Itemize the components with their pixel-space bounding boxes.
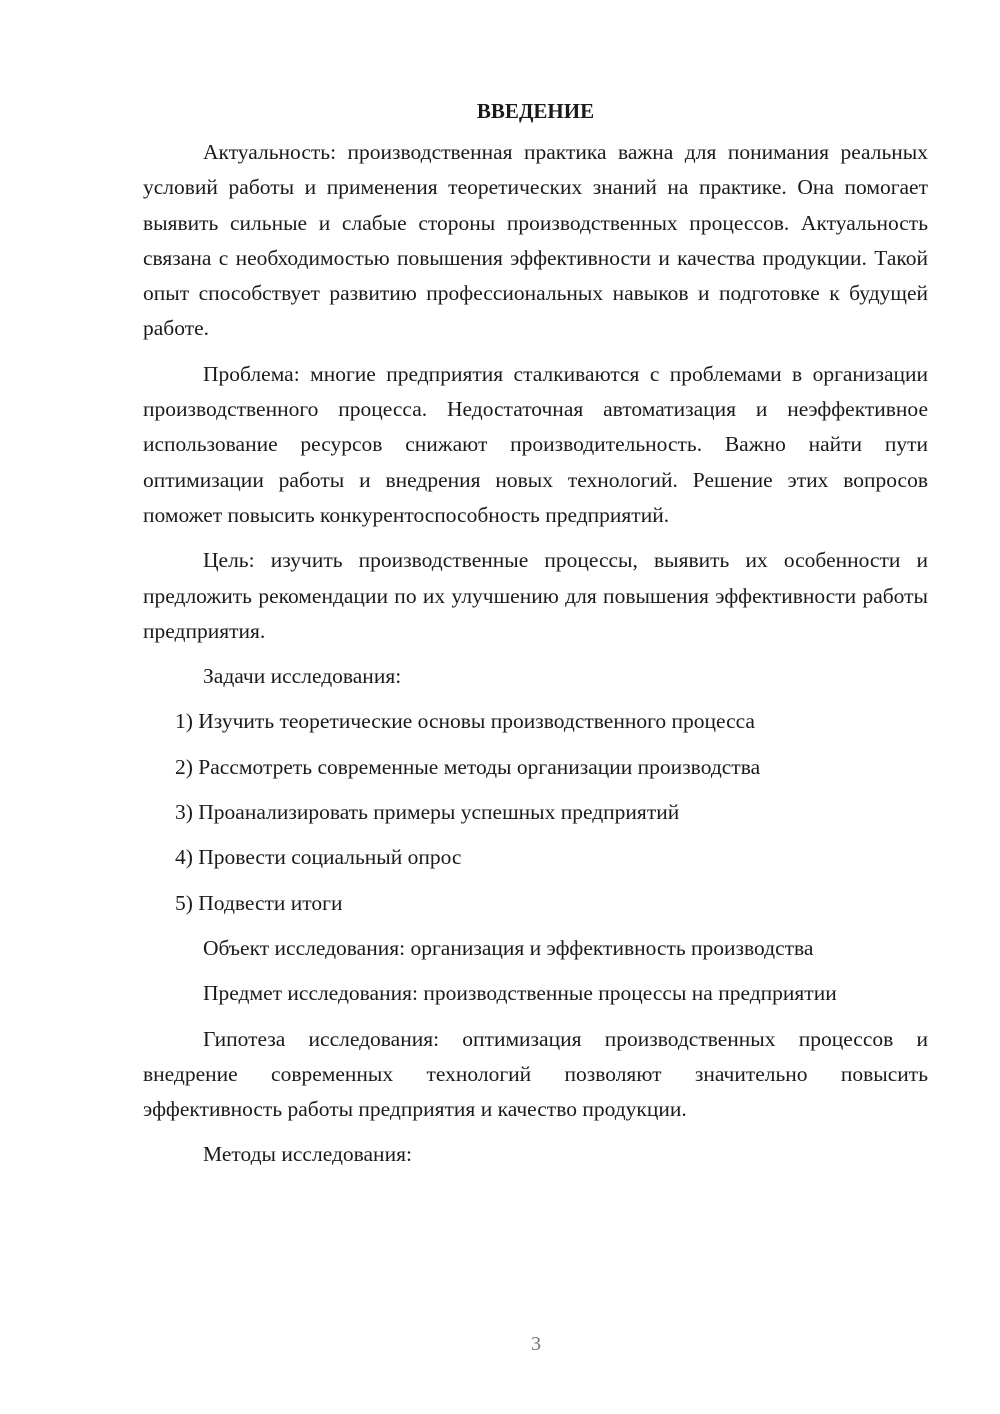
tasks-list [143,704,928,920]
methods-heading: Методы исследования: [203,1142,412,1167]
relevance-paragraph: Актуальность: производственная практика важна для понимания реальных условий работы и применения теоретических знаний на практике. Она помогает выявить сильные и слабые стороны производственных процессов. Актуальность связана с необходимостью повышения эффективности и качества продукции. Такой опыт способствует развитию профессиональных навыков и подготовке к будущей работе. [143,140,928,341]
hypothesis-paragraph: Гипотеза исследования: оптимизация производственных процессов и внедрение современных технологий позволяют значительно повысить эффективность работы предприятия и качество продукции. [143,1026,928,1122]
subject-paragraph: Предмет исследования: производственные процессы на предприятии [203,981,837,1006]
task-item: 1) Изучить теоретические основы производственного процесса [175,709,755,734]
page-content [143,94,928,1183]
page-number: 3 [531,1333,541,1355]
tasks-heading: Задачи исследования: [203,664,402,689]
goal-paragraph: Цель: изучить производственные процессы, выявить их особенности и предложить рекомендации по их улучшению для повышения эффективности работы предприятия. [143,548,928,643]
task-item: 5) Подвести итоги [175,890,343,915]
object-paragraph: Объект исследования: организация и эффективность производства [203,935,814,960]
task-item: 2) Рассмотреть современные методы организации производства [175,754,761,779]
problem-paragraph: Проблема: многие предприятия сталкиваются с проблемами в организации производственного процесса. Недостаточная автоматизация и неэффективное использование ресурсов снижают производительность. Важно найти пути оптимизации работы и внедрения новых технологий. Решение этих вопросов поможет повысить конкурентоспособность предприятий. [143,361,928,527]
task-item: 3) Проанализировать примеры успешных предприятий [175,800,680,825]
page-title: ВВЕДЕНИЕ [476,99,595,123]
task-item: 4) Провести социальный опрос [175,845,462,870]
